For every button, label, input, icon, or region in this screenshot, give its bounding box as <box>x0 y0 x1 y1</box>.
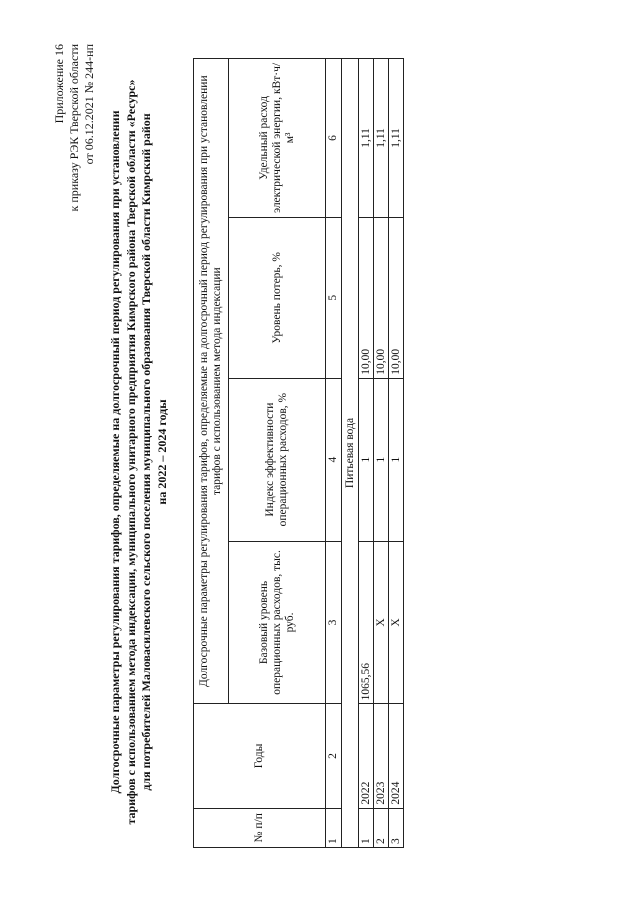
header-base-opex: Базовый уровень операционных расходов, тыс. руб. <box>229 541 326 704</box>
header-number: № п/п <box>194 808 326 847</box>
cell-number: 3 <box>389 808 404 847</box>
header-years: Годы <box>194 704 326 808</box>
header-loss-level: Уровень потерь, % <box>229 217 326 378</box>
cell-loss-level: 10,00 <box>374 217 389 378</box>
column-number: 5 <box>326 217 342 378</box>
table-row <box>359 59 374 848</box>
cell-base-opex: Х <box>374 541 389 704</box>
table-row <box>389 59 404 848</box>
column-number: 3 <box>326 541 342 704</box>
cell-loss-level: 10,00 <box>389 217 404 378</box>
cell-year: 2022 <box>359 704 374 808</box>
cell-efficiency-index: 1 <box>389 378 404 541</box>
header-efficiency-index: Индекс эффективности операционных расходов, % <box>229 378 326 541</box>
cell-energy-consumption: 1,11 <box>374 59 389 218</box>
cell-base-opex: Х <box>389 541 404 704</box>
cell-efficiency-index: 1 <box>359 378 374 541</box>
appendix-line: к приказу РЭК Тверской области <box>67 44 81 212</box>
cell-base-opex: 1065,56 <box>359 541 374 704</box>
column-number: 4 <box>326 378 342 541</box>
section-row <box>342 59 359 848</box>
table-header-row <box>194 59 229 848</box>
section-label: Питьевая вода <box>342 59 359 848</box>
column-number: 1 <box>326 808 342 847</box>
cell-number: 1 <box>359 808 374 847</box>
cell-energy-consumption: 1,11 <box>389 59 404 218</box>
cell-energy-consumption: 1,11 <box>359 59 374 218</box>
header-group: Долгосрочные параметры регулирования тарифов, определяемые на долгосрочный период регулирования при установлении тарифов с использованием метода индексации <box>194 59 229 704</box>
title-line: Долгосрочные параметры регулирования тарифов, определяемые на долгосрочный период регулирования при установлении <box>108 110 122 794</box>
title-line: тарифов с использованием метода индексации, муниципального унитарного предприятия Кимрского района Тверской области «Ресурс» <box>123 79 138 825</box>
cell-year: 2024 <box>389 704 404 808</box>
document-title <box>108 30 170 874</box>
cell-efficiency-index: 1 <box>374 378 389 541</box>
appendix-line: от 06.12.2021 № 244-нп <box>82 44 96 165</box>
title-line: для потребителей Маловасилевского сельского поселения муниципального образования Тверской области Кимрский район <box>139 113 153 791</box>
appendix-block <box>52 44 97 344</box>
column-number: 6 <box>326 59 342 218</box>
title-line: на 2022 – 2024 годы <box>154 399 169 505</box>
header-energy-consumption: Удельный расход электрической энергии, кВт·ч/м³ <box>229 59 326 218</box>
cell-loss-level: 10,00 <box>359 217 374 378</box>
appendix-line: Приложение 16 <box>52 44 66 124</box>
column-number: 2 <box>326 704 342 808</box>
cell-number: 2 <box>374 808 389 847</box>
column-numbers-row <box>326 59 342 848</box>
table-row <box>374 59 389 848</box>
cell-year: 2023 <box>374 704 389 808</box>
parameters-table <box>193 58 404 848</box>
